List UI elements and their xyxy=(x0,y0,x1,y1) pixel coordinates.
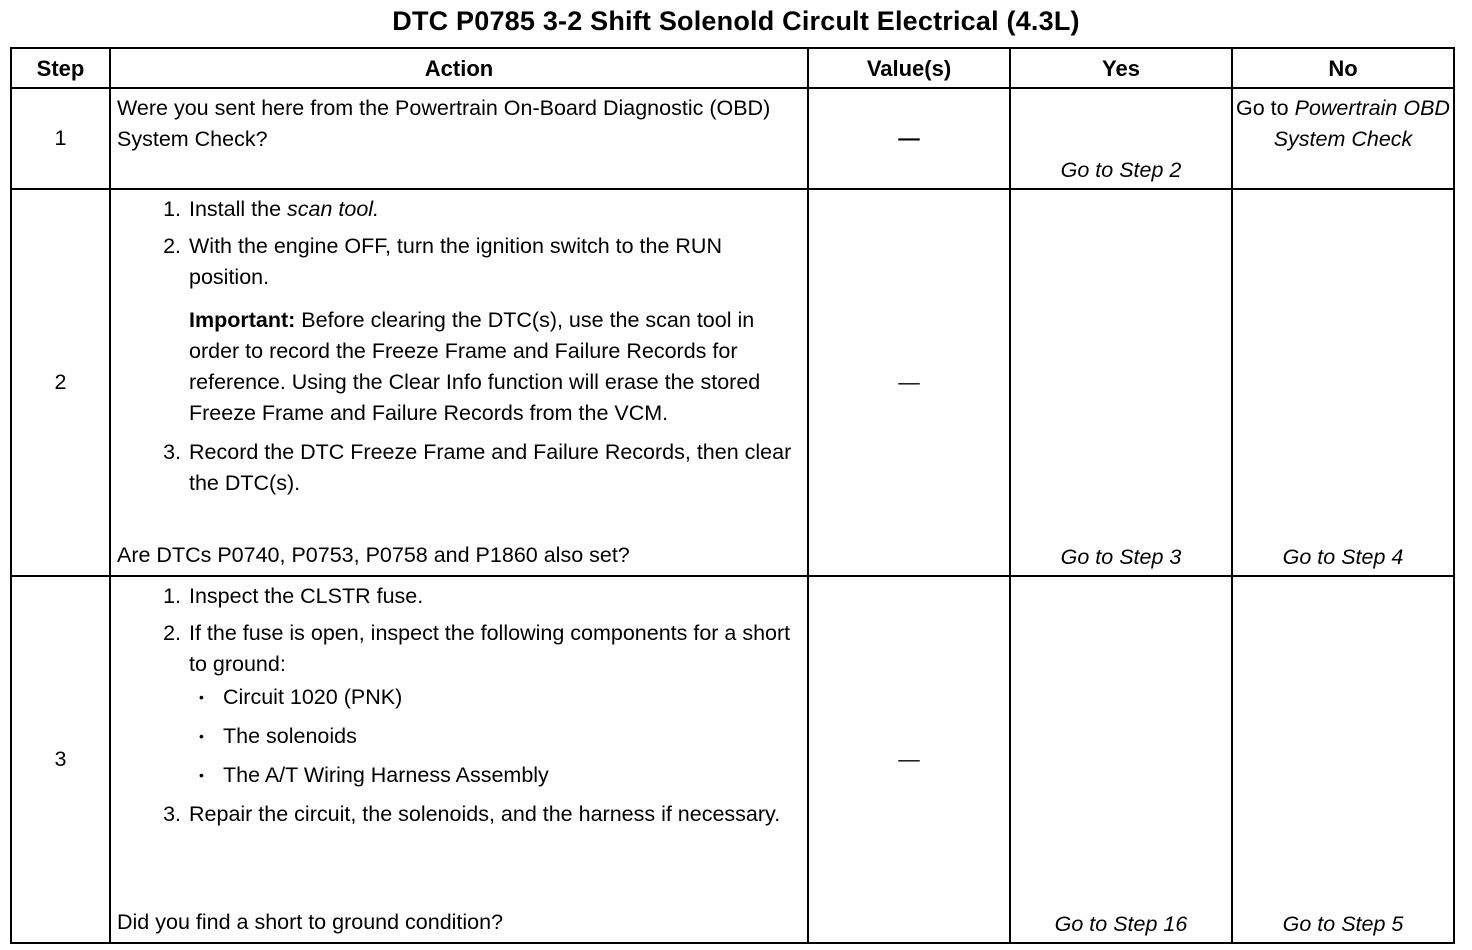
action-step-2: 2. If the fuse is open, inspect the following components for a short to ground: • Circuit 1020 (PNK) • The solenoids • The A/T Wiring Harness Assembly xyxy=(187,618,799,791)
page-title: DTC P0785 3-2 Shift Solenold Circult Electrical (4.3L) xyxy=(392,6,1080,36)
table-row-step-3 xyxy=(11,576,1454,943)
action-step-3: 3. Record the DTC Freeze Frame and Failure Records, then clear the DTC(s). xyxy=(187,437,799,499)
yes-link: Go to Step 2 xyxy=(1060,158,1182,182)
yes-cell xyxy=(1010,189,1232,576)
step-number: 2 xyxy=(11,189,110,576)
no-cell xyxy=(1232,88,1454,189)
action-step-3: 3. Repair the circuit, the solenoids, and the harness if necessary. xyxy=(187,799,799,830)
action-cell xyxy=(110,576,808,943)
header-yes: Yes xyxy=(1010,48,1232,88)
table-header-row xyxy=(11,48,1454,88)
important-note: Important: Before clearing the DTC(s), use the scan tool in order to record the Freeze Frame and Failure Records for reference. Using the Clear Info function will erase the stored Freeze Frame and Failure Records from the VCM. xyxy=(189,308,761,425)
value-cell: — xyxy=(808,576,1010,943)
action-text: Were you sent here from the Powertrain On-Board Diagnostic (OBD) System Check? xyxy=(117,96,771,151)
action-step-2: 2. With the engine OFF, turn the ignition switch to the RUN position. Important: Before clearing the DTC(s), use the scan tool in order to record the Freeze Frame and Failure Records for reference. Using the Clear Info function will erase the stored Freeze Frame and Failure Records from the VCM. xyxy=(187,231,799,429)
yes-cell xyxy=(1010,576,1232,943)
component-list xyxy=(189,682,799,791)
header-no: No xyxy=(1232,48,1454,88)
header-values: Value(s) xyxy=(808,48,1010,88)
action-step-1: 1. Inspect the CLSTR fuse. xyxy=(187,581,799,612)
value-cell: — xyxy=(808,88,1010,189)
value-cell: — xyxy=(808,189,1010,576)
table-row-step-2 xyxy=(11,189,1454,576)
list-item: • The A/T Wiring Harness Assembly xyxy=(215,760,799,791)
step-number: 1 xyxy=(11,88,110,189)
diagnostic-table xyxy=(10,47,1455,944)
step-number: 3 xyxy=(11,576,110,943)
action-steps xyxy=(117,194,799,505)
action-cell xyxy=(110,189,808,576)
yes-link: Go to Step 3 xyxy=(1060,545,1182,569)
action-question: Are DTCs P0740, P0753, P0758 and P1860 also set? xyxy=(117,543,630,567)
action-question: Did you find a short to ground condition? xyxy=(117,910,504,934)
action-cell xyxy=(110,88,808,189)
action-steps xyxy=(117,581,799,836)
list-item: • The solenoids xyxy=(215,721,799,752)
action-step-1: 1. Install the scan tool. xyxy=(187,194,799,225)
no-link: Go to Step 5 xyxy=(1282,912,1404,936)
header-action: Action xyxy=(110,48,808,88)
no-cell xyxy=(1232,189,1454,576)
no-prefix: Go to xyxy=(1236,96,1289,120)
no-cell xyxy=(1232,576,1454,943)
table-row-step-1 xyxy=(11,88,1454,189)
list-item: • Circuit 1020 (PNK) xyxy=(215,682,799,713)
no-link: Go to Step 4 xyxy=(1282,545,1404,569)
no-link: Powertrain OBD System Check xyxy=(1273,96,1450,151)
yes-cell xyxy=(1010,88,1232,189)
header-step: Step xyxy=(11,48,110,88)
yes-link: Go to Step 16 xyxy=(1054,912,1188,936)
